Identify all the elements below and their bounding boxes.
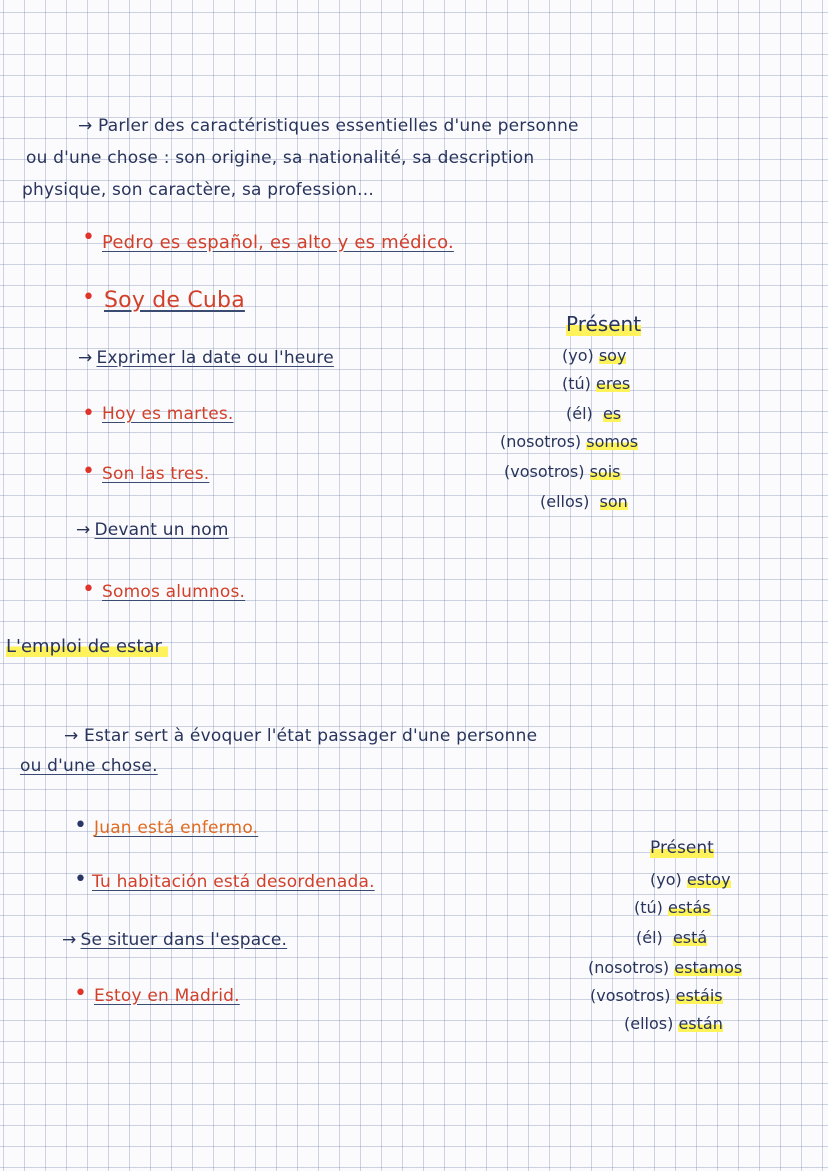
- ser-rule-3-text: Devant un nom: [94, 520, 229, 540]
- estar-intro-line-2: ou d'une chose.: [20, 756, 158, 776]
- arrow-icon: →: [62, 930, 77, 950]
- ser-intro-line-2: ou d'une chose : son origine, sa nationalité, sa description: [26, 148, 535, 168]
- estar-conjugation-title: Présent: [650, 838, 714, 858]
- estar-conj-row: (vosotros) estáis: [590, 986, 723, 1005]
- bullet-dot: •: [82, 459, 95, 484]
- ser-conj-row: (yo) soy: [562, 346, 627, 365]
- estar-conj-row: (ellos) están: [624, 1014, 723, 1033]
- ser-intro-line-3: physique, son caractère, sa profession...: [22, 180, 374, 200]
- ser-conj-row: (tú) eres: [562, 374, 631, 393]
- arrow-icon: →: [78, 348, 93, 368]
- ser-example-4: Son las tres.: [102, 464, 210, 484]
- bullet-dot: •: [82, 285, 95, 310]
- estar-conj-row: (él) está: [636, 928, 708, 947]
- bullet-dot: •: [74, 981, 87, 1006]
- ser-conj-row: (vosotros) sois: [504, 462, 621, 481]
- estar-conj-row: (nosotros) estamos: [588, 958, 743, 977]
- ser-example-5: Somos alumnos.: [102, 582, 246, 602]
- estar-example-3: Estoy en Madrid.: [94, 986, 240, 1006]
- ser-conj-row: (él) es: [566, 404, 622, 423]
- ser-rule-2: [78, 348, 334, 368]
- estar-intro-line-1: → Estar sert à évoquer l'état passager d'une personne: [64, 726, 538, 746]
- bullet-dot: •: [74, 867, 87, 892]
- estar-section-heading: L'emploi de estar: [6, 636, 168, 657]
- ser-example-3: Hoy es martes.: [102, 404, 234, 424]
- ser-example-2: Soy de Cuba: [104, 288, 245, 313]
- estar-example-1: Juan está enfermo.: [94, 818, 259, 838]
- bullet-dot: •: [82, 577, 95, 602]
- ser-example-1: Pedro es español, es alto y es médico.: [102, 232, 454, 253]
- estar-conj-row: (tú) estás: [634, 898, 711, 917]
- estar-example-2: Tu habitación está desordenada.: [92, 872, 375, 892]
- ser-rule-2-text: Exprimer la date ou l'heure: [96, 348, 334, 368]
- bullet-dot: •: [82, 225, 95, 250]
- bullet-dot: •: [82, 401, 95, 426]
- estar-rule-2: [62, 930, 287, 950]
- arrow-icon: →: [76, 520, 91, 540]
- ser-conjugation-title: Présent: [566, 312, 642, 336]
- ser-rule-3: [76, 520, 229, 540]
- estar-rule-2-text: Se situer dans l'espace.: [80, 930, 288, 950]
- ser-conj-row: (nosotros) somos: [500, 432, 639, 451]
- bullet-dot: •: [74, 813, 87, 838]
- estar-conj-row: (yo) estoy: [650, 870, 731, 889]
- ser-conj-row: (ellos) son: [540, 492, 628, 511]
- ser-intro-line-1: → Parler des caractéristiques essentielles d'une personne: [78, 116, 579, 136]
